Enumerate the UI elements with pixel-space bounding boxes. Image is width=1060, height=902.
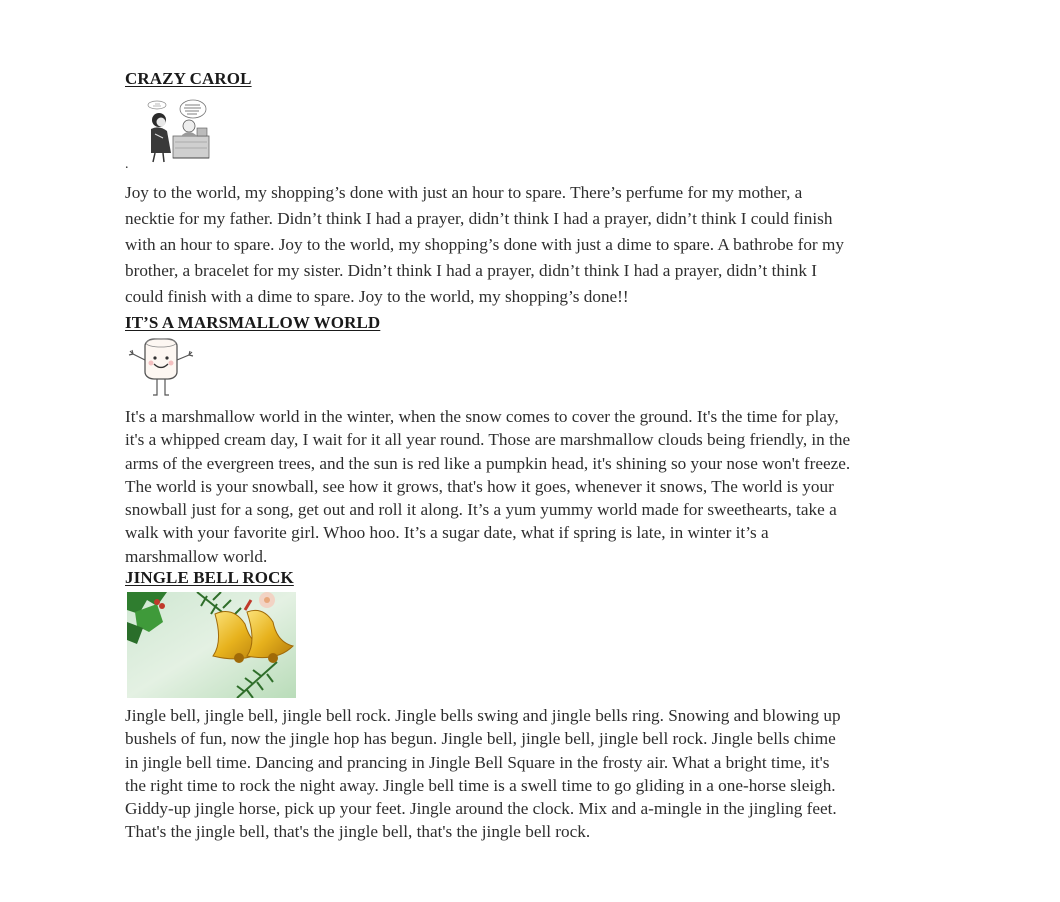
lyric-line: marshmallow world. [125,546,268,566]
jingle-bell-rock-lyrics [125,704,940,844]
lyric-line: could finish with a dime to spare. Joy to the world, my shopping’s done!! [125,287,629,306]
lyric-line: arms of the evergreen trees, and the sun is red like a pumpkin head, it's shining so your nose won't freeze. [125,453,851,473]
marshmallow-world-lyrics [125,405,940,568]
lyric-line: brother, a bracelet for my sister. Didn’t think I had a prayer, didn’t think I had a prayer, didn’t think I [125,261,817,280]
lyric-line: That's the jingle bell, that's the jingle bell, that's the jingle bell rock. [125,822,591,842]
crazy-carol-lyrics [125,180,940,310]
lyric-line: with an hour to spare. Joy to the world, my shopping’s done with just a dime to spare. A bathrobe for my [125,235,844,254]
cartoon-clipart-image [137,98,219,173]
lyric-line: bushels of fun, now the jingle hop has begun. Jingle bell, jingle bell, jingle bell rock. Jingle bells chime [125,729,836,749]
jingle-bell-rock-heading: JINGLE BELL ROCK [125,568,294,587]
marshmallow-world-heading: IT’S A MARSMALLOW WORLD [125,313,381,332]
lyric-line: the right time to rock the night away. Jingle bell time is a swell time to go gliding in a one-horse sleigh. [125,775,836,795]
lyric-line: in jingle bell time. Dancing and prancing in Jingle Bell Square in the frosty air. What a bright time, it's [125,752,830,772]
lyric-line: necktie for my father. Didn’t think I had a prayer, didn’t think I had a prayer, didn’t think I could finish [125,209,833,228]
lyric-line: Joy to the world, my shopping’s done with just an hour to spare. There’s perfume for my mother, a [125,183,803,202]
lyric-line: it's a whipped cream day, I wait for it all year round. Those are marshmallow clouds being friendly, in the [125,430,851,450]
lyric-line: Jingle bell, jingle bell, jingle bell rock. Jingle bells swing and jingle bells ring. Snowing and blowing up [125,706,841,725]
jingle-bells-image [127,592,296,703]
lyric-line: It's a marshmallow world in the winter, when the snow comes to cover the ground. It's the time for play, [125,407,839,426]
crazy-carol-heading: CRAZY CAROL [125,69,252,88]
stray-period: . [125,157,129,172]
marshmallow-character-image [127,336,195,405]
lyric-line: Giddy-up jingle horse, pick up your feet. Jingle around the clock. Mix and a-mingle in the jingling feet. [125,799,837,819]
lyric-line: The world is your snowball, see how it grows, that's how it goes, whenever it snows, The world is your [125,476,834,496]
lyric-line: walk with your favorite girl. Whoo hoo. It’s a sugar date, what if spring is late, in winter it’s a [125,523,769,543]
lyric-line: snowball just for a song, get out and roll it along. It’s a yum yummy world made for sweethearts, take a [125,500,837,520]
